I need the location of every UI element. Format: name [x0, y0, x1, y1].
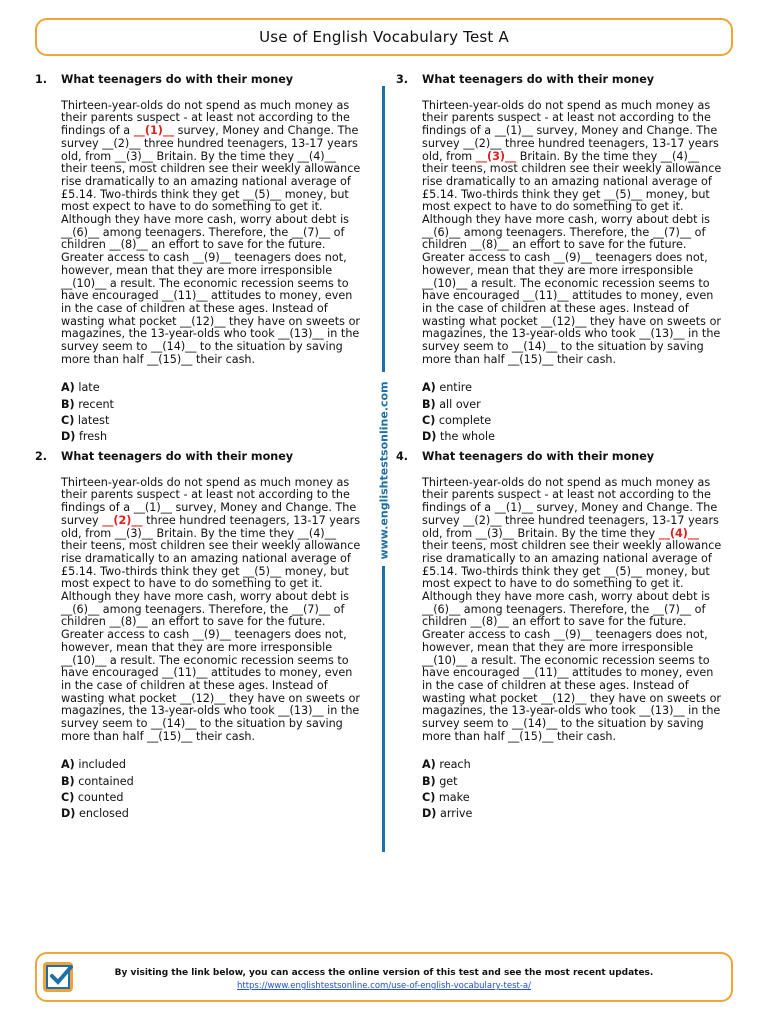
question-block-3: [396, 74, 736, 446]
passage-line: findings of a __(1)__ survey, Money and Change. The: [61, 501, 357, 515]
answer-option[interactable]: B) contained: [61, 774, 134, 788]
answer-option[interactable]: C) complete: [422, 414, 492, 428]
passage-line: __(10)__ a result. The economic recession seems to: [61, 276, 349, 290]
passage-line: rise dramatically to an amazing national average of: [422, 551, 712, 565]
question-title: What teenagers do with their money: [61, 73, 294, 86]
question-heading: [35, 74, 375, 87]
passage-line: survey seem to __(14)__ to the situation by saving: [61, 717, 343, 731]
passage-line: more than half __(15)__ their cash.: [61, 729, 256, 743]
blank-2: __(2)__: [102, 136, 141, 150]
passage-line: their parents suspect - at least not according to the: [422, 488, 711, 502]
passage-line: most expect to have to do something to get it.: [422, 577, 684, 591]
answer-option[interactable]: A) entire: [422, 381, 473, 395]
footer-box: [35, 952, 733, 1002]
passage-line: Thirteen-year-olds do not spend as much money as: [422, 475, 711, 489]
passage-line: in the case of children at these ages. Instead of: [61, 678, 328, 692]
answer-option[interactable]: A) included: [61, 758, 126, 772]
passage-line: __(6)__ among teenagers. Therefore, the __(7)__ of: [422, 225, 706, 239]
passage-line: survey seem to __(14)__ to the situation by saving: [422, 340, 704, 354]
passage-line: __(6)__ among teenagers. Therefore, the __(7)__ of: [61, 225, 345, 239]
blank-3: __(3)__: [475, 149, 517, 163]
passage-line: Although they have more cash, worry about debt is: [61, 590, 350, 604]
passage-line: in the case of children at these ages. Instead of: [61, 301, 328, 315]
option-letter: B): [61, 397, 75, 411]
answer-options: [61, 380, 375, 445]
answer-option[interactable]: B) get: [422, 774, 458, 788]
answer-options: [61, 757, 375, 822]
passage-line: however, mean that they are more irresponsible: [61, 640, 333, 654]
passage-line: findings of a __(1)__ survey, Money and Change. The: [422, 124, 718, 138]
footer-text: By visiting the link below, you can access the online version of this test and see the most recent updates.: [114, 968, 654, 978]
site-watermark: [372, 380, 396, 560]
passage-line: __(10)__ a result. The economic recession seems to: [422, 653, 710, 667]
column-divider-top: [382, 86, 385, 372]
question-block-2: [35, 451, 375, 823]
option-letter: A): [422, 381, 436, 395]
column-divider-bottom: [382, 566, 385, 852]
blank-3: __(3)__: [114, 149, 153, 163]
passage-line: children __(8)__ an effort to save for the future.: [61, 238, 326, 252]
passage-line: most expect to have to do something to get it.: [61, 200, 323, 214]
question-number: 1.: [35, 73, 48, 86]
passage-line: Thirteen-year-olds do not spend as much money as: [61, 475, 350, 489]
passage-line: Thirteen-year-olds do not spend as much money as: [422, 98, 711, 112]
passage-line: magazines, the 13-year-olds who took __(13)__ in the: [422, 327, 721, 341]
answer-option[interactable]: A) late: [61, 381, 100, 395]
passage-line: survey __(2)__ three hundred teenagers, 13-17 years: [61, 513, 361, 527]
passage-text: [61, 100, 375, 367]
blank-3: __(3)__: [475, 526, 514, 540]
option-letter: B): [422, 397, 436, 411]
blank-4: __(4)__: [297, 149, 336, 163]
question-number: 2.: [35, 450, 48, 463]
passage-line: have encouraged __(11)__ attitudes to money, even: [422, 289, 714, 303]
option-letter: D): [422, 430, 437, 444]
passage-line: Thirteen-year-olds do not spend as much money as: [61, 98, 350, 112]
option-letter: B): [61, 774, 75, 788]
passage-line: children __(8)__ an effort to save for the future.: [61, 615, 326, 629]
question-number: 4.: [396, 450, 409, 463]
blank-2: __(2)__: [463, 513, 502, 527]
passage-line: survey __(2)__ three hundred teenagers, 13-17 years: [422, 513, 719, 527]
question-block-4: [396, 451, 736, 823]
passage-line: in the case of children at these ages. Instead of: [422, 301, 689, 315]
passage-line: findings of a __(1)__ survey, Money and Change. The: [422, 501, 718, 515]
blank-1: __(1)__: [133, 501, 172, 515]
passage-line: Although they have more cash, worry about debt is: [422, 213, 711, 227]
passage-line: magazines, the 13-year-olds who took __(13)__ in the: [61, 704, 360, 718]
passage-line: their teens, most children see their weekly allowance: [61, 162, 361, 176]
option-letter: C): [422, 414, 436, 428]
answer-options: [422, 757, 736, 822]
option-letter: D): [61, 807, 76, 821]
page-title: Use of English Vocabulary Test A: [35, 18, 733, 56]
passage-line: old, from __(3)__ Britain. By the time they __(4)__: [61, 149, 336, 163]
passage-line: __(6)__ among teenagers. Therefore, the __(7)__ of: [422, 602, 706, 616]
passage-line: Although they have more cash, worry about debt is: [422, 590, 711, 604]
passage-line: survey seem to __(14)__ to the situation by saving: [61, 340, 343, 354]
question-block-1: [35, 74, 375, 446]
question-heading: [396, 451, 736, 464]
passage-line: findings of a __(1)__ survey, Money and Change. The: [61, 124, 359, 138]
answer-option[interactable]: C) latest: [61, 414, 110, 428]
passage-line: rise dramatically to an amazing national average of: [61, 174, 351, 188]
question-heading: [35, 451, 375, 464]
question-heading: [396, 74, 736, 87]
passage-text: [61, 477, 375, 744]
passage-line: more than half __(15)__ their cash.: [422, 352, 617, 366]
passage-line: more than half __(15)__ their cash.: [422, 729, 617, 743]
passage-line: £5.14. Two-thirds think they get __(5)__ money, but: [422, 187, 710, 201]
passage-line: Greater access to cash __(9)__ teenagers does not,: [61, 628, 347, 642]
site-url-vertical[interactable]: www.englishtestsonline.com: [377, 380, 391, 560]
passage-line: children __(8)__ an effort to save for the future.: [422, 615, 687, 629]
option-letter: D): [422, 807, 437, 821]
answer-option[interactable]: B) recent: [61, 397, 114, 411]
passage-line: Greater access to cash __(9)__ teenagers does not,: [61, 251, 347, 265]
passage-line: wasting what pocket __(12)__ they have on sweets or: [61, 691, 361, 705]
passage-line: __(10)__ a result. The economic recession seems to: [61, 653, 349, 667]
passage-line: their parents suspect - at least not according to the: [61, 111, 350, 125]
passage-line: their teens, most children see their weekly allowance: [422, 162, 722, 176]
blank-2: __(2)__: [463, 136, 502, 150]
passage-line: children __(8)__ an effort to save for the future.: [422, 238, 687, 252]
option-letter: C): [422, 791, 436, 805]
question-number: 3.: [396, 73, 409, 86]
answer-option[interactable]: D) enclosed: [61, 807, 129, 821]
passage-line: __(6)__ among teenagers. Therefore, the __(7)__ of: [61, 602, 345, 616]
option-letter: A): [422, 758, 436, 772]
answer-options: [422, 380, 736, 445]
answer-option[interactable]: B) all over: [422, 397, 481, 411]
question-title: What teenagers do with their money: [422, 73, 655, 86]
passage-line: rise dramatically to an amazing national average of: [61, 551, 351, 565]
passage-line: Greater access to cash __(9)__ teenagers does not,: [422, 251, 708, 265]
answer-option[interactable]: A) reach: [422, 758, 471, 772]
blank-1: __(1)__: [494, 501, 533, 515]
option-letter: A): [61, 758, 75, 772]
passage-line: £5.14. Two-thirds think they get __(5)__ money, but: [61, 187, 349, 201]
answer-option[interactable]: C) counted: [61, 791, 124, 805]
passage-text: [422, 100, 736, 367]
blank-4: __(4)__: [658, 526, 700, 540]
passage-line: however, mean that they are more irresponsible: [61, 263, 333, 277]
passage-line: wasting what pocket __(12)__ they have on sweets or: [61, 314, 361, 328]
question-title: What teenagers do with their money: [61, 450, 294, 463]
passage-line: wasting what pocket __(12)__ they have on sweets or: [422, 691, 722, 705]
passage-line: __(10)__ a result. The economic recession seems to: [422, 276, 710, 290]
passage-line: survey __(2)__ three hundred teenagers, 13-17 years: [422, 136, 719, 150]
blank-3: __(3)__: [114, 526, 153, 540]
passage-line: rise dramatically to an amazing national average of: [422, 174, 712, 188]
passage-line: magazines, the 13-year-olds who took __(13)__ in the: [422, 704, 721, 718]
passage-line: old, from __(3)__ Britain. By the time they __(4)__: [422, 149, 700, 163]
passage-text: [422, 477, 736, 744]
footer-link[interactable]: https://www.englishtestsonline.com/use-of-english-vocabulary-test-a/: [236, 981, 532, 991]
passage-line: survey seem to __(14)__ to the situation by saving: [422, 717, 704, 731]
passage-line: old, from __(3)__ Britain. By the time they __(4)__: [422, 526, 700, 540]
option-letter: B): [422, 774, 436, 788]
answer-option[interactable]: C) make: [422, 791, 470, 805]
option-letter: D): [61, 430, 76, 444]
passage-line: £5.14. Two-thirds think they get __(5)__ money, but: [422, 564, 710, 578]
question-title: What teenagers do with their money: [422, 450, 655, 463]
passage-line: magazines, the 13-year-olds who took __(13)__ in the: [61, 327, 360, 341]
passage-line: £5.14. Two-thirds think they get __(5)__ money, but: [61, 564, 349, 578]
passage-line: have encouraged __(11)__ attitudes to money, even: [61, 289, 353, 303]
passage-line: more than half __(15)__ their cash.: [61, 352, 256, 366]
passage-line: however, mean that they are more irresponsible: [422, 263, 694, 277]
passage-line: their teens, most children see their weekly allowance: [61, 539, 361, 553]
blank-4: __(4)__: [660, 149, 700, 163]
passage-line: Greater access to cash __(9)__ teenagers does not,: [422, 628, 708, 642]
passage-line: however, mean that they are more irresponsible: [422, 640, 694, 654]
passage-line: most expect to have to do something to get it.: [61, 577, 323, 591]
passage-line: most expect to have to do something to get it.: [422, 200, 684, 214]
option-letter: A): [61, 381, 75, 395]
blank-1: __(1)__: [494, 124, 533, 138]
blank-4: __(4)__: [297, 526, 336, 540]
blank-1: __(1)__: [133, 124, 175, 138]
answer-option[interactable]: D) arrive: [422, 807, 473, 821]
passage-line: have encouraged __(11)__ attitudes to money, even: [61, 666, 353, 680]
passage-line: their parents suspect - at least not according to the: [422, 111, 711, 125]
answer-option[interactable]: D) the whole: [422, 430, 495, 444]
passage-line: in the case of children at these ages. Instead of: [422, 678, 689, 692]
passage-line: their teens, most children see their weekly allowance: [422, 539, 722, 553]
option-letter: C): [61, 414, 75, 428]
passage-line: have encouraged __(11)__ attitudes to money, even: [422, 666, 714, 680]
passage-line: survey __(2)__ three hundred teenagers, 13-17 years: [61, 136, 358, 150]
blank-2: __(2)__: [102, 513, 143, 527]
passage-line: wasting what pocket __(12)__ they have on sweets or: [422, 314, 722, 328]
answer-option[interactable]: D) fresh: [61, 430, 108, 444]
passage-line: old, from __(3)__ Britain. By the time they __(4)__: [61, 526, 336, 540]
passage-line: Although they have more cash, worry about debt is: [61, 213, 350, 227]
option-letter: C): [61, 791, 75, 805]
passage-line: their parents suspect - at least not according to the: [61, 488, 350, 502]
